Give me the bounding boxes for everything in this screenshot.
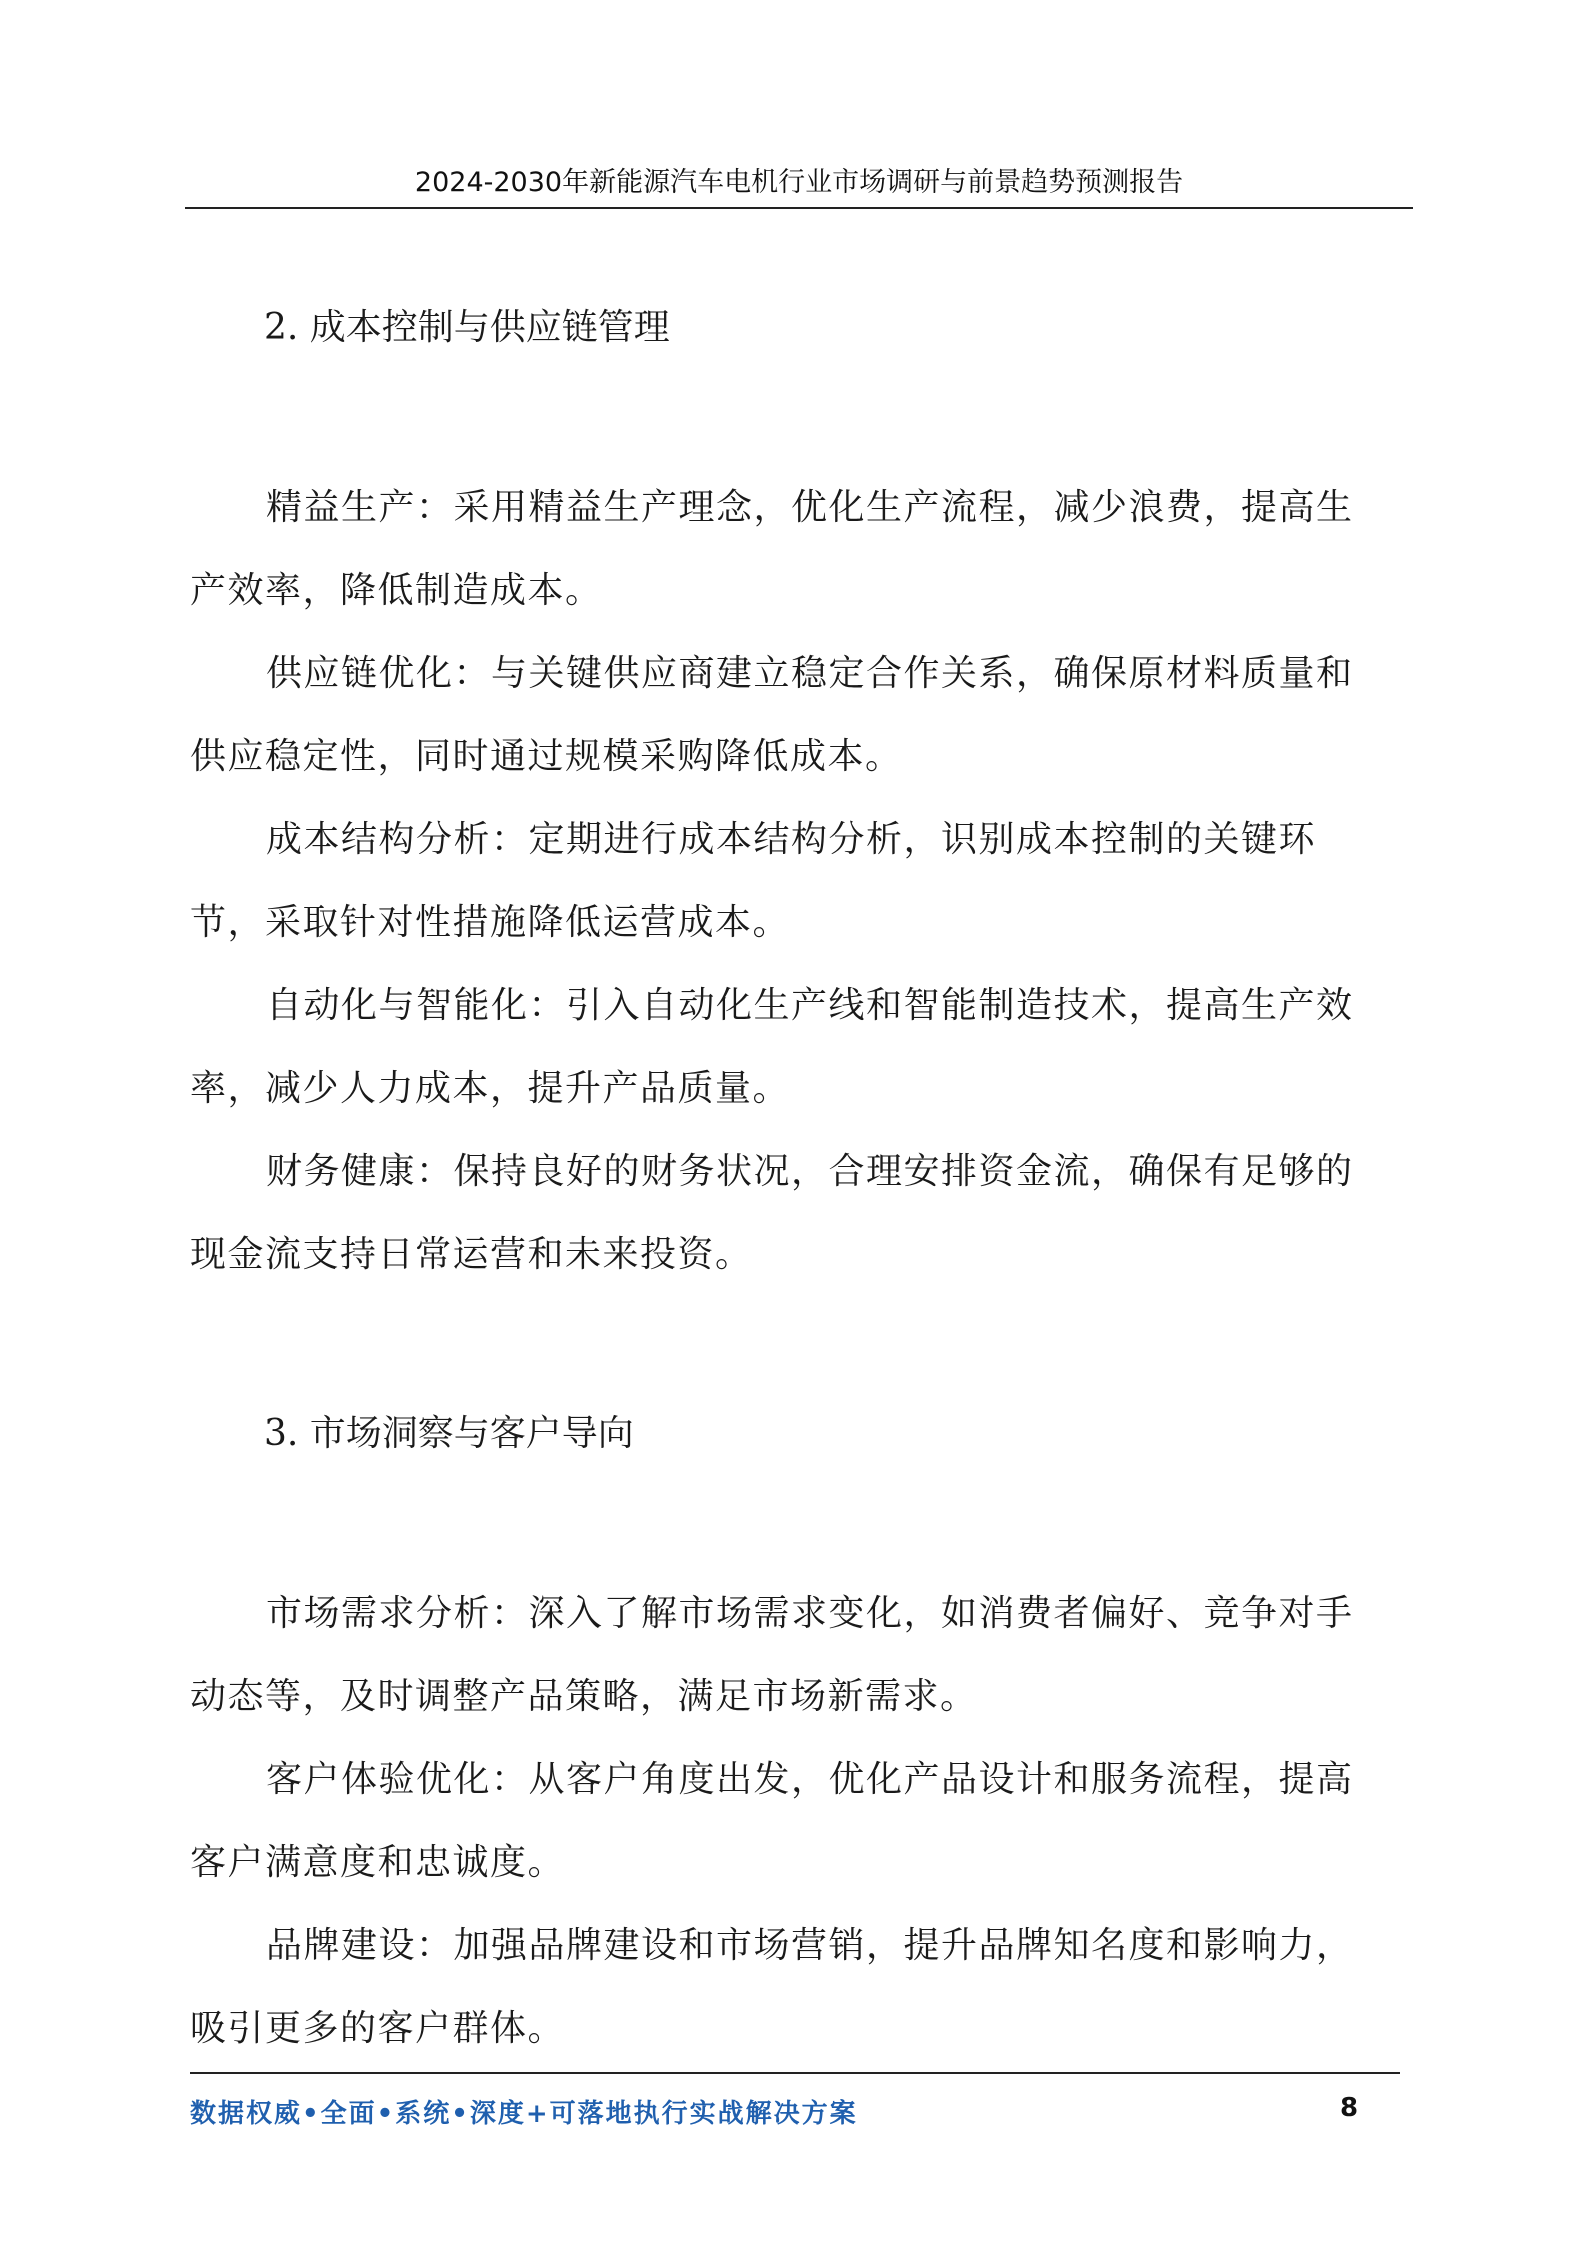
section-heading-cost-control: 2. 成本控制与供应链管理 [264, 307, 670, 348]
paragraph-cost-structure: 成本结构分析：定期进行成本结构分析，识别成本控制的关键环节，采取针对性措施降低运营成本。 [190, 819, 1317, 943]
section-heading-market-insight: 3. 市场洞察与客户导向 [264, 1413, 634, 1454]
page-number: 8 [1340, 2093, 1359, 2123]
paragraph-automation: 自动化与智能化：引入自动化生产线和智能制造技术，提高生产效率，减少人力成本，提升产品质量。 [190, 985, 1354, 1109]
paragraph-market-demand: 市场需求分析：深入了解市场需求变化，如消费者偏好、竞争对手动态等，及时调整产品策略，满足市场新需求。 [190, 1593, 1354, 1717]
paragraph-brand-building: 品牌建设：加强品牌建设和市场营销，提升品牌知名度和影响力，吸引更多的客户群体。 [190, 1925, 1354, 2049]
document-body [190, 300, 1390, 2070]
footer-slogan: 数据权威•全面•系统•深度+可落地执行实战解决方案 [190, 2099, 858, 2129]
paragraph-lean-production: 精益生产：采用精益生产理念，优化生产流程，减少浪费，提高生产效率，降低制造成本。 [190, 487, 1354, 611]
paragraph-customer-experience: 客户体验优化：从客户角度出发，优化产品设计和服务流程，提高客户满意度和忠诚度。 [190, 1759, 1354, 1883]
paragraph-supply-chain: 供应链优化：与关键供应商建立稳定合作关系，确保原材料质量和供应稳定性，同时通过规模采购降低成本。 [190, 653, 1354, 777]
footer-divider [190, 2072, 1400, 2074]
header-divider [185, 207, 1413, 209]
page-header-title: 2024-2030年新能源汽车电机行业市场调研与前景趋势预测报告 [414, 167, 1184, 198]
paragraph-financial-health: 财务健康：保持良好的财务状况，合理安排资金流，确保有足够的现金流支持日常运营和未来投资。 [190, 1151, 1354, 1275]
